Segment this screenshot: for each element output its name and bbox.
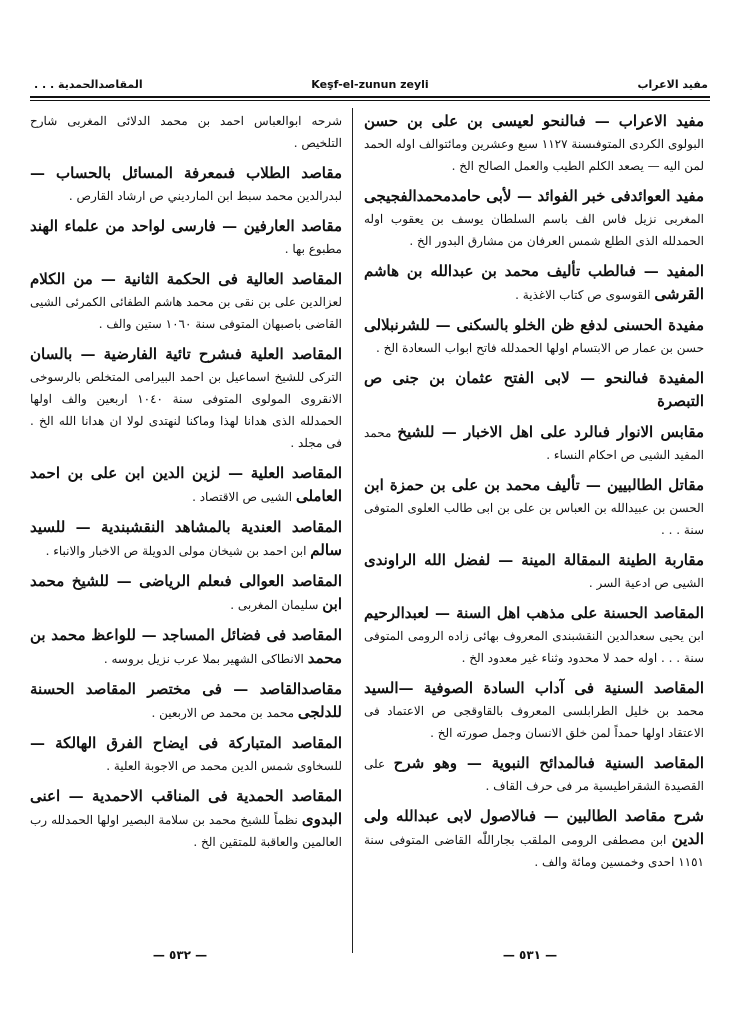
entry-body: مطبوع بها . [284, 242, 342, 256]
entry [30, 570, 342, 616]
entry [30, 516, 342, 562]
entry-title: المقاصد العندية بالمشاهد النقشبندية — للسيد سالم [30, 518, 342, 559]
header-center-title: Keşf-el-zunun zeyli [311, 78, 429, 91]
entry [30, 785, 342, 853]
entry-body: محمد بن محمد ص الاربعين . [151, 706, 294, 720]
right-column [364, 110, 704, 881]
entry-body: على القصيدة الشقراطيسية مر فى حرف القاف . [364, 757, 704, 793]
entry-title: مفيد العوائدفى خبر الفوائد — لأبى حامدمحمدالفجيجى [364, 187, 704, 205]
entry-title: المقاصد العالية فى الحكمة الثانية — من الكلام [30, 270, 342, 288]
entry [30, 343, 342, 454]
entry-body: ابن يحيى سعدالدين النقشبندى المعروف بهائى زاده الرومى المتوفى سنة . . . اوله حمد لا محدود وثناء غير معدود الخ . [364, 629, 704, 665]
entry-body: الانطاكى الشهير بملا عرب نزيل بروسه . [103, 652, 304, 666]
entry-title: المقاصد العلية فىشرح تائية الفارضية — بالسان [30, 345, 342, 363]
entry-title: مقاتل الطالبيين — تأليف محمد بن على بن حمزة ابن [364, 476, 704, 494]
entry-body: ابن احمد بن شيخان مولى الدويلة ص الاخبار والانباء . [45, 544, 307, 558]
entry-body: المغربى نزيل فاس الف باسم السلطان يوسف بن يعقوب اوله الحمدلله الذى الطلع شمس العرفان من مشارق البدور الخ . [364, 212, 704, 248]
entry-body: محمد المفيد الشيى ص احكام النساء . [364, 426, 704, 462]
entry-body: القوسوى ص كتاب الاغذية . [515, 288, 651, 302]
entry-body: لبدرالدين محمد سبط ابن المارديني ص ارشاد القارص . [68, 189, 342, 203]
entry-body: سليمان المغربى . [230, 598, 319, 612]
entry-title: مفيد الاعراب — فىالنحو لعيسى بن على بن حسن [364, 112, 704, 130]
entry-title: المقاصد الحمدية فى المناقب الاحمدية — اعنى البدوى [30, 787, 342, 828]
entry-body: لعزالدين على بن نقى بن محمد هاشم الطفائى الكمرئى الشيى القاضى باصبهان المتوفى سنة ١٠٦٠ ستين والف . [30, 295, 342, 331]
entry-title: المفيد — فىالطب تأليف محمد بن عبدالله بن هاشم القرشى [364, 262, 704, 303]
header-left-title: المقاصدالحمدية . . . [34, 78, 143, 91]
entry-body: الشيى ص الاقتصاد . [192, 490, 293, 504]
entry [364, 805, 704, 873]
entry-title: مقاصد العارفين — فارسى لواحد من علماء الهند [30, 217, 342, 235]
entry-title: مفيدة الحسنى لدفع ظن الخلو بالسكنى — للشرنبلالى [364, 316, 704, 334]
entry-body: للسخاوى شمس الدين محمد ص الاجوبة العلية . [106, 759, 342, 773]
entry-body: محمد بن خليل الطرابلسى المعروف بالقاوقجى ص الاعتماد فى الاعتقاد اولها حمداً لمن خلق الانسان وجمل صورته الخ . [364, 704, 704, 740]
entry-title: مقاصدالقاصد — فى مختصر المقاصد الحسنة للدلجى [30, 680, 342, 721]
entry-title: المقاصد الحسنة على مذهب اهل السنة — لعبدالرحيم [364, 604, 704, 622]
page-number-right: — ٥٣١ — [502, 948, 558, 962]
entry-title: المقاصد المتباركة فى ايضاح الفرق الهالكة — [30, 734, 342, 752]
entry-title: المقاصد العوالى فىعلم الرياضى — للشيخ محمد ابن [30, 572, 342, 613]
entry [364, 752, 704, 797]
entry [30, 110, 342, 154]
column-divider [352, 108, 353, 953]
entry [364, 110, 704, 177]
entry [30, 268, 342, 335]
entry [364, 677, 704, 744]
entry [30, 678, 342, 724]
entry [364, 474, 704, 541]
page-number-left: — ٥٣٢ — [152, 948, 208, 962]
entry-title: مقاصد الطلاب فىمعرفة المسائل بالحساب — [30, 164, 342, 182]
entry-body: نظماً للشيخ محمد بن سلامة البصير اولها الحمدلله رب العالمين والعاقبة للمتقين الخ . [30, 813, 342, 849]
entry-body: التركى للشيخ اسماعيل بن احمد البيرامى المتخلص بالرسوخى الانقروى المولوى المتوفى سنة ١٠٤٠ اربعين والف اولها الحمدلله الذى هدانا لهذا وماكنا لنهتدى لولا ان هدانا الله الخ . فى مجلد . [30, 370, 343, 450]
running-header [30, 74, 710, 96]
entry [30, 462, 342, 508]
entry-title: المقاصد العلية — لزين الدين ابن على بن احمد العاملى [30, 464, 342, 505]
left-column [30, 110, 342, 861]
entry-title: مقابس الانوار فىالرد على اهل الاخبار — للشيخ [397, 423, 704, 441]
entry [30, 732, 342, 777]
entry [364, 314, 704, 359]
entry-body: ابن مصطفى الرومى الملقب بجاراللّٰه القاضى المتوفى سنة ١١٥١ احدى وخمسين ومائة والف . [364, 833, 704, 869]
header-rule-thin [30, 100, 710, 101]
header-rule [30, 96, 710, 98]
entry [364, 549, 704, 594]
entry-title: مقاربة الطينة الىمقالة المينة — لفضل الله الراوندى [364, 551, 704, 569]
entry [364, 421, 704, 466]
entry-body: البولوى الكردى المتوفىسنة ١١٢٧ سبع وعشرين ومائتوالف اوله الحمد لمن اليه — يصعد الكلم الطيب والعمل الصالح الخ . [364, 137, 704, 173]
entry-title: المفيدة فىالنحو — لابى الفتح عثمان بن جنى ص التبصرة [364, 369, 704, 410]
entry-title: المقاصد فى فضائل المساجد — للواعظ محمد بن محمد [30, 626, 342, 667]
entry [364, 260, 704, 306]
entry-title: المقاصد السنية فى آداب السادة الصوفية —السيد [364, 679, 704, 697]
entry [30, 162, 342, 207]
entry-body: شرحه ابوالعباس احمد بن محمد الدلائى المغربى شارح التلخيص . [30, 114, 342, 150]
entry [30, 624, 342, 670]
entry-title: شرح مقاصد الطالبين — فىالاصول لابى عبدالله ولى الدين [364, 807, 704, 848]
header-right-title: مفيد الاعراب [637, 78, 708, 91]
entry-body: الشيى ص ادعية السر . [588, 576, 704, 590]
entry [364, 185, 704, 252]
entry-body: حسن بن عمار ص الابتسام اولها الحمدلله فاتح ابواب السعادة الخ . [376, 341, 704, 355]
entry-body: الحسن بن عبيدالله بن العباس بن على بن ابى طالب العلوى المتوفى سنة . . . [364, 501, 704, 537]
entry [30, 215, 342, 260]
entry [364, 367, 704, 413]
entry-title: المقاصد السنية فىالمدائح النبوية — وهو شرح [393, 754, 704, 772]
entry [364, 602, 704, 669]
